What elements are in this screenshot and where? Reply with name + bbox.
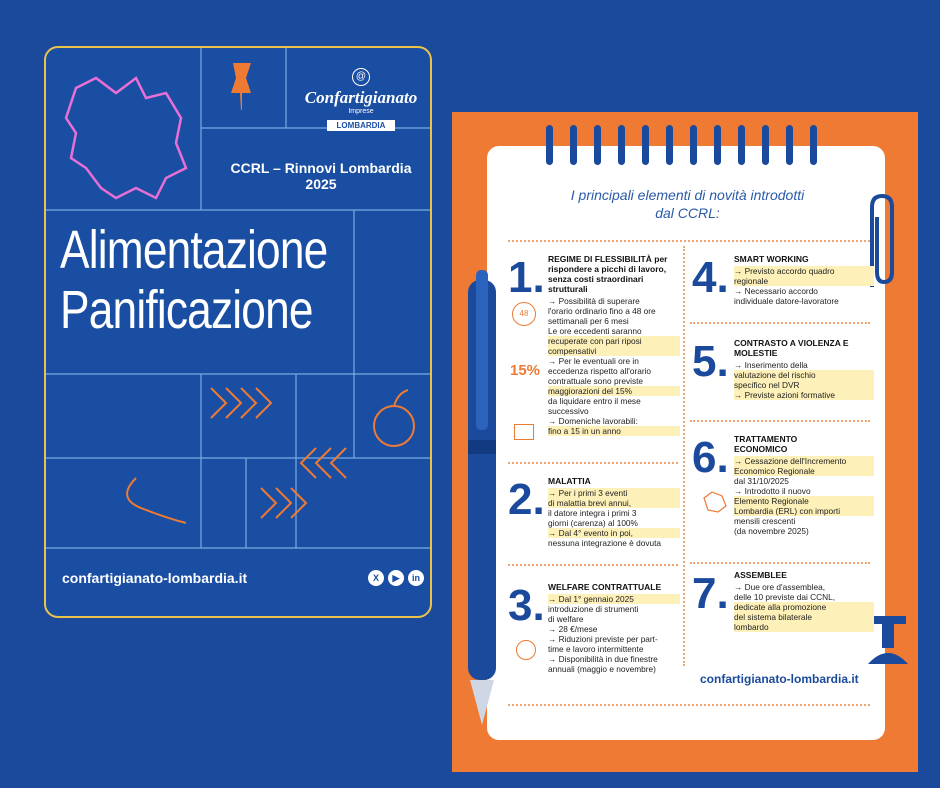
percent-15-icon: 15%: [510, 362, 541, 379]
line: → Previste azioni formative: [734, 390, 874, 400]
divider: [690, 322, 870, 324]
poster-title: [60, 220, 327, 340]
line: recuperate con pari riposi: [548, 336, 680, 346]
lombardy-map-icon: [66, 78, 186, 198]
line: → Riduzioni previste per part-: [548, 634, 658, 644]
line: → Per le eventuali ore in: [548, 356, 639, 366]
line: → Disponibilità in due finestre: [548, 654, 658, 664]
ring-icon: [594, 125, 601, 165]
line: → Domeniche lavorabili:: [548, 416, 638, 426]
section-7-body: [734, 582, 874, 632]
section-5-number: 5.: [692, 337, 729, 386]
line: Le ore eccedenti saranno: [548, 326, 642, 336]
line: → Introdotto il nuovo: [734, 486, 811, 496]
line: introduzione di strumenti: [548, 604, 639, 614]
section-7-number: 7.: [692, 569, 729, 618]
compass-icon: [516, 640, 536, 660]
line: time e lavoro intermittente: [548, 644, 644, 654]
section-4-title: SMART WORKING: [734, 254, 809, 264]
divider: [508, 462, 678, 464]
section-3-number: 3.: [508, 581, 545, 630]
divider: [508, 240, 870, 242]
section-5-body: [734, 360, 874, 400]
section-4-number: 4.: [692, 253, 729, 302]
poster-title-line2: Panificazione: [60, 280, 313, 340]
line: settimanali per 6 mesi: [548, 316, 629, 326]
ring-icon: [738, 125, 745, 165]
line: del sistema bilaterale: [734, 612, 874, 622]
ring-icon: [810, 125, 817, 165]
ring-icon: [786, 125, 793, 165]
line: → Cessazione dell'Incremento: [734, 456, 874, 466]
poster: [44, 46, 432, 618]
line: → Due ore d'assemblea,: [734, 582, 826, 592]
calendar-icon: [514, 424, 534, 440]
line: lombardo: [734, 622, 874, 632]
line: valutazione del rischio: [734, 370, 874, 380]
line: Elemento Regionale: [734, 496, 874, 506]
divider: [690, 562, 870, 564]
divider: [508, 704, 870, 706]
line: fino a 15 in un anno: [548, 426, 680, 436]
section-1-body: [548, 296, 680, 436]
section-6-number: 6.: [692, 433, 729, 482]
section-2-number: 2.: [508, 475, 545, 524]
line: → Necessario accordo: [734, 286, 818, 296]
linkedin-social-icon[interactable]: in: [408, 570, 424, 586]
line: di malattia brevi annui,: [548, 498, 680, 508]
ring-icon: [546, 125, 553, 165]
logo-region: LOMBARDIA: [327, 120, 396, 131]
column-divider: [683, 246, 685, 666]
section-6-title: TRATTAMENTO ECONOMICO: [734, 434, 798, 454]
line: successivo: [548, 406, 589, 416]
line: specifico nel DVR: [734, 380, 874, 390]
ring-icon: [666, 125, 673, 165]
orange-fruit-icon: [374, 406, 414, 446]
line: annuali (maggio e novembre): [548, 664, 656, 674]
line: mensili crescenti: [734, 516, 796, 526]
notebook-heading: I principali elementi di novità introdotti dal CCRL:: [570, 187, 805, 221]
line: → Per i primi 3 eventi: [548, 488, 680, 498]
section-3-body: [548, 594, 680, 674]
line: l'orario ordinario fino a 48 ore: [548, 306, 656, 316]
line: → Possibilità di superare: [548, 296, 640, 306]
section-1-title: REGIME DI FLESSIBILITÀ per rispondere a picchi di lavoro, senza costi straordinari strutturali: [548, 254, 668, 294]
line: da liquidare entro il mese: [548, 396, 641, 406]
line: (da novembre 2025): [734, 526, 809, 536]
section-5-title: CONTRASTO A VIOLENZA E MOLESTIE: [734, 338, 849, 358]
line: regionale: [734, 276, 874, 286]
clock-48-icon: 48: [512, 302, 536, 326]
line: → Inserimento della: [734, 360, 808, 370]
line: nessuna integrazione è dovuta: [548, 538, 662, 548]
line: il datore integra i primi 3: [548, 508, 637, 518]
section-4-body: [734, 266, 874, 306]
poster-title-line1: Alimentazione: [60, 220, 328, 280]
logo-name: Confartigianato: [304, 88, 418, 107]
line: Economico Regionale: [734, 466, 874, 476]
line: → Previsto accordo quadro: [734, 266, 874, 276]
pin-icon: [231, 63, 251, 110]
section-2-body: [548, 488, 680, 548]
ring-icon: [642, 125, 649, 165]
ring-icon: [714, 125, 721, 165]
line: delle 10 previste dai CCNL,: [734, 592, 835, 602]
section-1-number: 1.: [508, 253, 545, 302]
line: dal 31/10/2025: [734, 476, 789, 486]
chevrons-icon: [211, 388, 346, 518]
ring-icon: [570, 125, 577, 165]
logo-sub: Imprese: [348, 108, 374, 115]
line: di welfare: [548, 614, 584, 624]
poster-subtitle: CCRL – Rinnovi Lombardia 2025: [230, 160, 412, 192]
section-7-title: ASSEMBLEE: [734, 570, 787, 580]
x-social-icon[interactable]: X: [368, 570, 384, 586]
divider: [508, 564, 678, 566]
divider: [690, 420, 870, 422]
section-3-title: WELFARE CONTRATTUALE: [548, 582, 662, 592]
lombardy-small-icon: [700, 488, 730, 516]
confartigianato-logo: @ Confartigianato Imprese LOMBARDIA: [302, 68, 420, 126]
youtube-social-icon[interactable]: ▶: [388, 570, 404, 586]
line: → Dal 1° gennaio 2025: [548, 594, 680, 604]
line: maggiorazioni del 15%: [548, 386, 680, 396]
poster-url[interactable]: confartigianato-lombardia.it: [62, 570, 248, 586]
ring-icon: [690, 125, 697, 165]
section-2-title: MALATTIA: [548, 476, 591, 486]
ring-icon: [618, 125, 625, 165]
line: → 28 €/mese: [548, 624, 598, 634]
line: individuale datore-lavoratore: [734, 296, 839, 306]
line: → Dal 4° evento in poi,: [548, 528, 680, 538]
line: dedicate alla promozione: [734, 602, 874, 612]
section-6-body: [734, 456, 874, 536]
line: Lombardia (ERL) con importi: [734, 506, 874, 516]
line: eccedenza rispetto all'orario: [548, 366, 652, 376]
pen-icon: [462, 270, 502, 730]
line: compensativi: [548, 346, 680, 356]
notebook-url[interactable]: confartigianato-lombardia.it: [700, 672, 859, 686]
curl-arrow-icon: [127, 478, 186, 523]
line: giorni (carenza) al 100%: [548, 518, 638, 528]
line: contrattuale sono previste: [548, 376, 644, 386]
ring-icon: [762, 125, 769, 165]
